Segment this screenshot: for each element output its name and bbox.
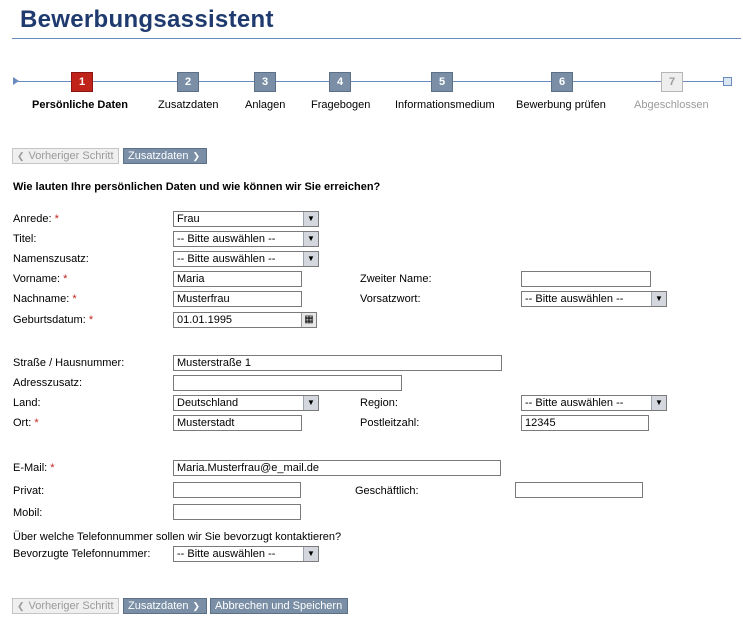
geburtsdatum-input[interactable]: 01.01.1995 ▦: [173, 312, 317, 328]
mobil-input[interactable]: [173, 504, 301, 520]
nachname-label: Nachname: *: [13, 293, 77, 305]
step-7-marker: 7: [661, 72, 683, 92]
chevron-down-icon: ▼: [303, 547, 318, 561]
next-step-button-bottom[interactable]: [123, 598, 207, 614]
postleitzahl-label: Postleitzahl:: [360, 417, 420, 429]
step-6-label[interactable]: Bewerbung prüfen: [516, 99, 606, 111]
postleitzahl-input[interactable]: 12345: [521, 415, 649, 431]
strasse-input[interactable]: Musterstraße 1: [173, 355, 502, 371]
privat-label: Privat:: [13, 485, 45, 497]
next-step-label: Zusatzdaten: [128, 150, 189, 162]
titel-label: Titel:: [13, 233, 37, 245]
title-divider: [12, 38, 741, 39]
page-title: Bewerbungsassistent: [20, 6, 274, 33]
arrow-right-icon: ❯: [192, 601, 201, 611]
vorname-input[interactable]: Maria: [173, 271, 302, 287]
required-mark: *: [50, 462, 55, 474]
step-2-label[interactable]: Zusatzdaten: [158, 99, 219, 111]
arrow-right-icon: ❯: [192, 151, 201, 161]
arrow-left-icon: ❮: [17, 151, 25, 161]
step-5-label[interactable]: Informationsmedium: [395, 99, 495, 111]
prev-step-button-top: [12, 148, 119, 164]
prev-step-label: Vorheriger Schritt: [28, 150, 114, 162]
chevron-down-icon: ▼: [303, 252, 318, 266]
chevron-down-icon: ▼: [303, 212, 318, 226]
step-4-label[interactable]: Fragebogen: [311, 99, 371, 111]
required-mark: *: [72, 293, 77, 305]
next-step-label: Zusatzdaten: [128, 600, 189, 612]
required-mark: *: [88, 314, 94, 326]
roadmap-line: [18, 81, 724, 82]
vorsatzwort-label: Vorsatzwort:: [360, 293, 421, 305]
region-select[interactable]: -- Bitte auswählen -- ▼: [521, 395, 667, 411]
required-mark: *: [34, 417, 39, 429]
adresszusatz-input[interactable]: [173, 375, 402, 391]
bevorzugte-tel-label: Bevorzugte Telefonnummer:: [13, 548, 151, 560]
step-1-marker[interactable]: 1: [71, 72, 93, 92]
roadmap-end-icon: [723, 77, 732, 86]
chevron-down-icon: ▼: [651, 396, 666, 410]
step-3-marker[interactable]: 3: [254, 72, 276, 92]
privat-input[interactable]: [173, 482, 301, 498]
cancel-save-button[interactable]: Abbrechen und Speichern: [210, 598, 348, 614]
geschaeftlich-label: Geschäftlich:: [355, 485, 419, 497]
geburtsdatum-label: Geburtsdatum: *: [13, 314, 94, 326]
step-6-marker[interactable]: 6: [551, 72, 573, 92]
step-4-marker[interactable]: 4: [329, 72, 351, 92]
telefon-question: Über welche Telefonnummer sollen wir Sie bevorzugt kontaktieren?: [13, 531, 342, 543]
email-label: E-Mail: *: [13, 462, 55, 474]
prev-step-button-bottom: [12, 598, 119, 614]
step-7-label: Abgeschlossen: [634, 99, 709, 111]
adresszusatz-label: Adresszusatz:: [13, 377, 83, 389]
anrede-label: Anrede: *: [13, 213, 59, 225]
vorsatzwort-select[interactable]: -- Bitte auswählen -- ▼: [521, 291, 667, 307]
bevorzugte-tel-select[interactable]: -- Bitte auswählen -- ▼: [173, 546, 319, 562]
chevron-down-icon: ▼: [303, 232, 318, 246]
ort-input[interactable]: Musterstadt: [173, 415, 302, 431]
ort-label: Ort: *: [13, 417, 39, 429]
region-label: Region:: [360, 397, 398, 409]
required-mark: *: [54, 213, 59, 225]
land-label: Land:: [13, 397, 41, 409]
required-mark: *: [63, 273, 68, 285]
titel-select[interactable]: -- Bitte auswählen -- ▼: [173, 231, 319, 247]
mobil-label: Mobil:: [13, 507, 43, 519]
step-2-marker[interactable]: 2: [177, 72, 199, 92]
step-3-label[interactable]: Anlagen: [245, 99, 286, 111]
form-question: Wie lauten Ihre persönlichen Daten und wie können wir Sie erreichen?: [13, 181, 381, 193]
next-step-button-top[interactable]: [123, 148, 207, 164]
strasse-label: Straße / Hausnummer:: [13, 357, 125, 369]
vorname-label: Vorname: *: [13, 273, 68, 285]
geschaeftlich-input[interactable]: [515, 482, 643, 498]
prev-step-label: Vorheriger Schritt: [28, 600, 114, 612]
nachname-input[interactable]: Musterfrau: [173, 291, 302, 307]
calendar-icon[interactable]: ▦: [301, 313, 316, 327]
namenszusatz-label: Namenszusatz:: [13, 253, 89, 265]
chevron-down-icon: ▼: [303, 396, 318, 410]
namenszusatz-select[interactable]: -- Bitte auswählen -- ▼: [173, 251, 319, 267]
land-select[interactable]: Deutschland ▼: [173, 395, 319, 411]
step-1-label[interactable]: Persönliche Daten: [32, 99, 128, 111]
arrow-left-icon: ❮: [17, 601, 25, 611]
zweiter-name-input[interactable]: [521, 271, 651, 287]
zweiter-name-label: Zweiter Name:: [360, 273, 432, 285]
chevron-down-icon: ▼: [651, 292, 666, 306]
anrede-select[interactable]: Frau ▼: [173, 211, 319, 227]
step-5-marker[interactable]: 5: [431, 72, 453, 92]
email-input[interactable]: Maria.Musterfrau@e_mail.de: [173, 460, 501, 476]
